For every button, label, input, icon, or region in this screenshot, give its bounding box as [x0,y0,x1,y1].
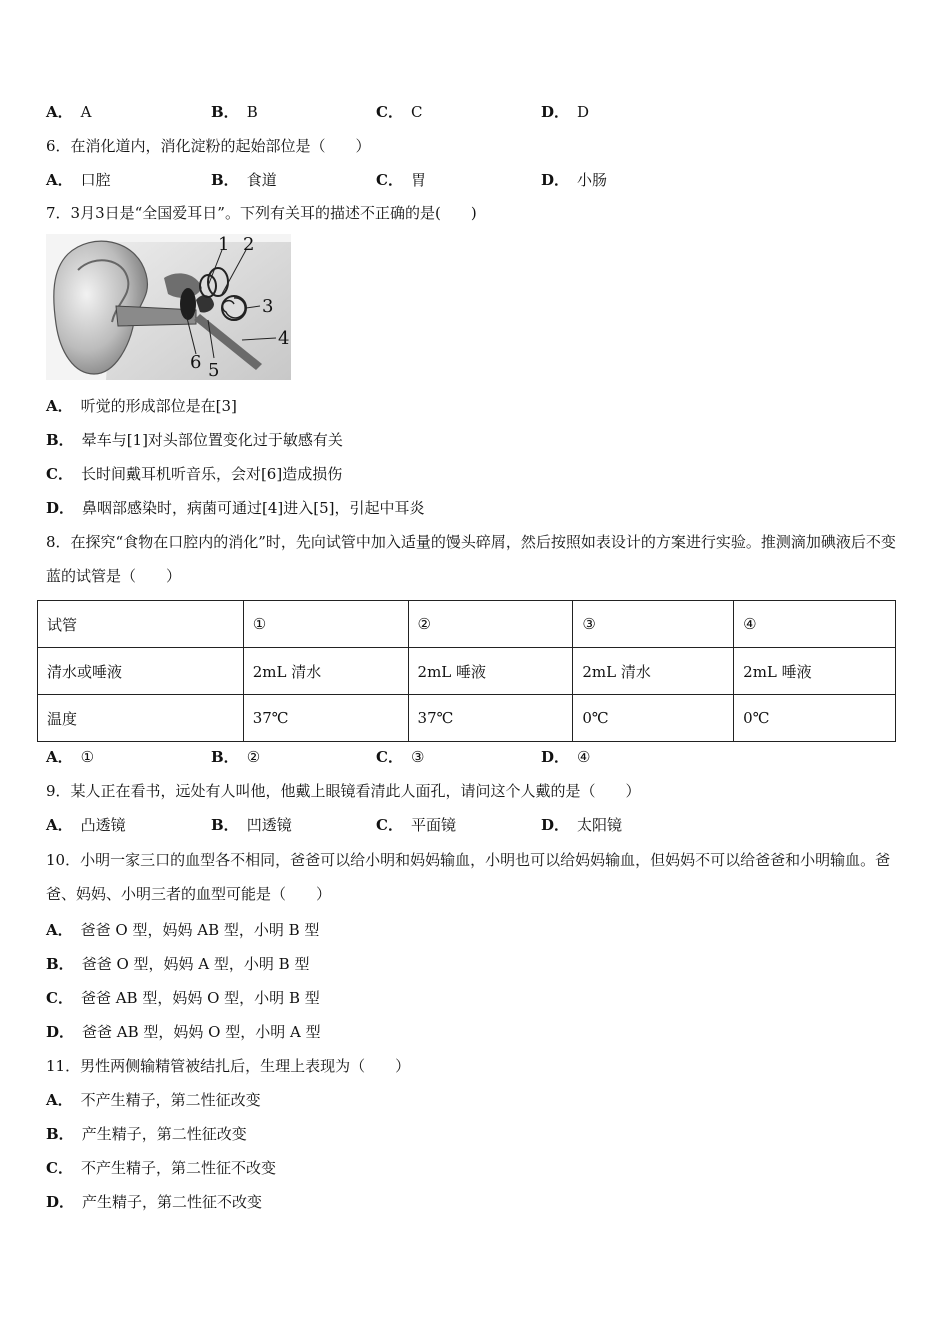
q8-option-b: B． ② [211,748,261,766]
table-row [38,648,896,695]
q9-option-c: C． 平面镜 [376,816,456,834]
q10-option-a: A． 爸爸 O 型，妈妈 AB 型，小明 B 型 [46,921,320,939]
q11-option-c: C． 不产生精子，第二性征不改变 [46,1159,276,1177]
q10-option-d: D． 爸爸 AB 型，妈妈 O 型，小明 A 型 [46,1023,321,1041]
figure-number-4: 4 [278,328,290,349]
q9-option-d: D． 太阳镜 [541,816,623,834]
figure-number-3: 3 [262,296,274,317]
q8-option-a: A． ① [46,748,95,766]
table-cell: ② [408,601,573,648]
q11-option-b: B． 产生精子，第二性征改变 [46,1125,247,1143]
table-cell: ③ [573,601,734,648]
table-cell: 37℃ [243,695,408,742]
table-cell: 37℃ [408,695,573,742]
q11-stem: 11．男性两侧输精管被结扎后，生理上表现为（ ） [46,1057,411,1075]
table-cell: 0℃ [734,695,896,742]
q8-options [46,747,746,767]
figure-number-2: 2 [243,234,255,255]
table-cell: 2mL 唾液 [408,648,573,695]
figure-number-1: 1 [218,234,230,255]
table-cell: 2mL 清水 [243,648,408,695]
q7-stem: 7．3月3日是“全国爱耳日”。下列有关耳的描述不正确的是( ) [46,204,477,222]
table-row [38,601,896,648]
q6-option-c: C． 胃 [376,171,426,189]
q8-option-d: D． ④ [541,748,591,766]
q5-options [46,102,746,122]
q8-experiment-table [37,600,896,742]
q9-option-b: B． 凹透镜 [211,816,292,834]
table-row [38,695,896,742]
q7-option-d: D． 鼻咽部感染时，病菌可通过[4]进入[5]，引起中耳炎 [46,499,425,517]
q6-stem: 6．在消化道内，消化淀粉的起始部位是（ ） [46,137,371,155]
q6-options [46,170,746,190]
q5-option-c: C． C [376,103,423,121]
ear-structure-figure [46,234,291,380]
cochlea [222,296,246,320]
table-cell: 温度 [38,695,244,742]
figure-number-6: 6 [190,352,202,373]
q10-option-c: C． 爸爸 AB 型，妈妈 O 型，小明 B 型 [46,989,320,1007]
q5-option-b: B． B [211,103,258,121]
table-cell: 2mL 唾液 [734,648,896,695]
table-cell: 试管 [38,601,244,648]
q11-option-a: A． 不产生精子，第二性征改变 [46,1091,261,1109]
q7-option-b: B． 晕车与[1]对头部位置变化过于敏感有关 [46,431,343,449]
table-cell: ④ [734,601,896,648]
q10-option-b: B． 爸爸 O 型，妈妈 A 型，小明 B 型 [46,955,310,973]
q9-options [46,815,746,835]
q8-option-c: C． ③ [376,748,425,766]
tympanic-cavity [180,288,196,320]
q11-option-d: D． 产生精子，第二性征不改变 [46,1193,263,1211]
q8-stem: 8．在探究“食物在口腔内的消化”时，先向试管中加入适量的馒头碎屑，然后按照如表设计的方案进行实验。推测滴加碘液后不变蓝的试管是（ ） [46,533,896,585]
q6-option-d: D． 小肠 [541,171,608,189]
q10-stem: 10．小明一家三口的血型各不相同，爸爸可以给小明和妈妈输血，小明也可以给妈妈输血，但妈妈不可以给爸爸和小明输血。爸爸、妈妈、小明三者的血型可能是（ ） [46,851,891,903]
figure-number-5: 5 [208,360,220,380]
q6-option-b: B． 食道 [211,171,277,189]
q7-option-a: A． 听觉的形成部位是在[3] [46,397,237,415]
table-cell: 清水或唾液 [38,648,244,695]
q7-option-c: C． 长时间戴耳机听音乐，会对[6]造成损伤 [46,465,343,483]
q9-stem: 9．某人正在看书，远处有人叫他，他戴上眼镜看清此人面孔，请问这个人戴的是（ ） [46,782,641,800]
q5-option-a: A． A [46,103,92,121]
table-cell: 2mL 清水 [573,648,734,695]
q6-option-a: A． 口腔 [46,171,111,189]
q5-option-d: D． D [541,103,590,121]
table-cell: ① [243,601,408,648]
table-cell: 0℃ [573,695,734,742]
q9-option-a: A． 凸透镜 [46,816,126,834]
